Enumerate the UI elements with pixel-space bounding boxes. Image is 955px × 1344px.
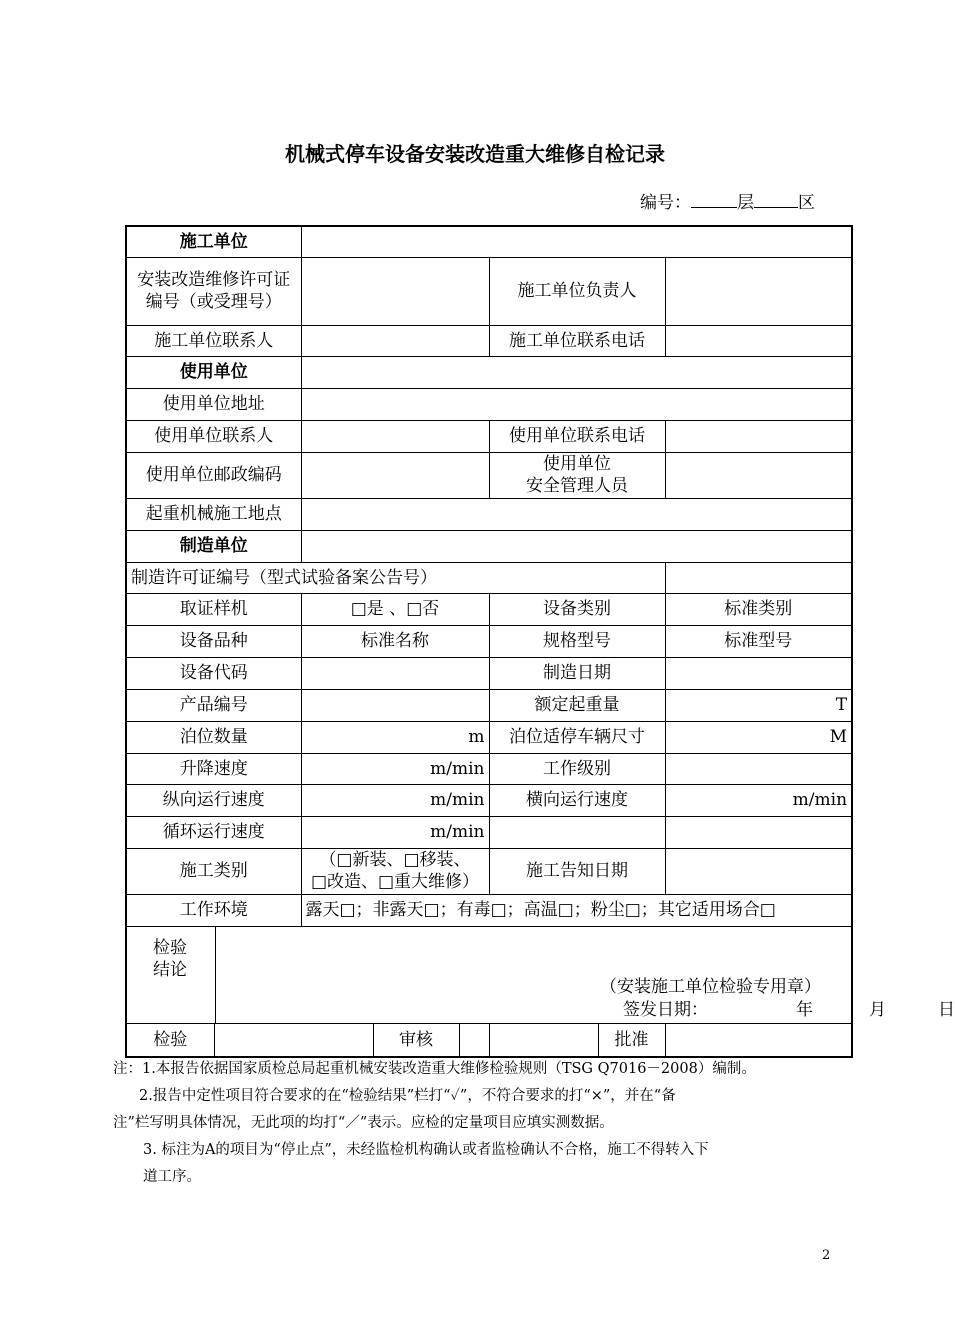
- product-no-label: 产品编号: [126, 689, 301, 721]
- conclusion-date: 签发日期： 年 月 日: [623, 1000, 955, 1020]
- notice-date-label: 施工告知日期: [489, 848, 665, 894]
- environment-checkboxes[interactable]: 露天□；非露天□；有毒□；高温□；粉尘□；其它适用场合□: [301, 894, 852, 926]
- record-number-label: 编号：: [640, 193, 691, 213]
- user-postcode-field[interactable]: [301, 452, 489, 498]
- user-unit-label: 使用单位: [126, 356, 301, 388]
- user-address-label: 使用单位地址: [126, 388, 301, 420]
- user-contact-label: 使用单位联系人: [126, 420, 301, 452]
- approve-label: 批准: [614, 1029, 649, 1050]
- inspect-signature[interactable]: [214, 1023, 373, 1057]
- zone-unit: 区: [798, 193, 815, 213]
- review-signature[interactable]: [490, 1024, 599, 1056]
- user-phone-field[interactable]: [665, 420, 852, 452]
- cycle-speed-empty-label: [489, 816, 665, 848]
- sample-label: 取证样机: [126, 593, 301, 625]
- lift-speed-field[interactable]: m/min: [301, 753, 489, 784]
- construction-phone-label: 施工单位联系电话: [489, 325, 665, 356]
- note-3: 3. 标注为A的项目为“停止点”，未经监检机构确认或者监检确认不合格，施工不得转入下: [143, 1142, 709, 1158]
- equip-variety-value: 标准名称: [301, 625, 489, 657]
- equip-code-field[interactable]: [301, 657, 489, 689]
- lift-speed-label: 升降速度: [126, 753, 301, 784]
- trans-speed-field[interactable]: m/min: [665, 784, 852, 816]
- approve-signature[interactable]: [665, 1023, 852, 1057]
- review-approve-group: [489, 1023, 665, 1057]
- floor-unit: 层: [737, 193, 754, 213]
- review-group: [373, 1023, 489, 1057]
- mfg-license-label: 制造许可证编号（型式试验备案公告号）: [126, 562, 665, 593]
- user-safety-manager-label: 使用单位 安全管理人员: [489, 452, 665, 498]
- user-unit-field[interactable]: [301, 356, 852, 388]
- berth-size-field[interactable]: M: [665, 721, 852, 753]
- spec-model-value: 标准型号: [665, 625, 852, 657]
- manufacturer-label: 制造单位: [126, 530, 301, 562]
- user-address-field[interactable]: [301, 388, 852, 420]
- equip-code-label: 设备代码: [126, 657, 301, 689]
- conclusion-cell: [126, 926, 955, 1023]
- work-class-label: 工作级别: [489, 753, 665, 784]
- zone-blank[interactable]: [754, 207, 798, 208]
- equip-category-value: 标准类别: [665, 593, 852, 625]
- note-2: 2.报告中定性项目符合要求的在“检验结果”栏打“✓”，不符合要求的打“×”，并在“备: [139, 1088, 676, 1104]
- permit-no-field[interactable]: [301, 257, 489, 325]
- spec-model-label: 规格型号: [489, 625, 665, 657]
- floor-blank[interactable]: [691, 207, 737, 208]
- page-number: 2: [822, 1248, 831, 1263]
- mfg-license-field[interactable]: [665, 562, 852, 593]
- cycle-speed-extra-field[interactable]: [665, 816, 852, 848]
- product-no-field[interactable]: [301, 689, 489, 721]
- construction-unit-label: 施工单位: [126, 226, 301, 257]
- construction-head-label: 施工单位负责人: [489, 257, 665, 325]
- note-2-cont: 注”栏写明具体情况，无此项的均打“／”表示。应检的定量项目应填实测数据。: [113, 1115, 614, 1131]
- construction-phone-field[interactable]: [665, 325, 852, 356]
- long-speed-label: 纵向运行速度: [126, 784, 301, 816]
- mfg-date-label: 制造日期: [489, 657, 665, 689]
- construction-contact-label: 施工单位联系人: [126, 325, 301, 356]
- site-field[interactable]: [301, 498, 852, 530]
- mfg-date-field[interactable]: [665, 657, 852, 689]
- inspect-label: 检验: [126, 1023, 214, 1057]
- berth-count-field[interactable]: m: [301, 721, 489, 753]
- site-label: 起重机械施工地点: [126, 498, 301, 530]
- note-1: 注：1.本报告依据国家质检总局起重机械安装改造重大维修检验规则（TSG Q7016－2008）编制。: [113, 1061, 756, 1077]
- construction-contact-field[interactable]: [301, 325, 489, 356]
- notice-date-field[interactable]: [665, 848, 852, 894]
- trans-speed-label: 横向运行速度: [489, 784, 665, 816]
- cycle-speed-field[interactable]: m/min: [301, 816, 489, 848]
- permit-no-label: 安装改造维修许可证编号（或受理号）: [126, 257, 301, 325]
- rated-load-field[interactable]: T: [665, 689, 852, 721]
- notes: [113, 1056, 853, 1191]
- cycle-speed-label: 循环运行速度: [126, 816, 301, 848]
- berth-count-label: 泊位数量: [126, 721, 301, 753]
- work-class-field[interactable]: [665, 753, 852, 784]
- rated-load-label: 额定起重量: [489, 689, 665, 721]
- long-speed-field[interactable]: m/min: [301, 784, 489, 816]
- user-safety-manager-field[interactable]: [665, 452, 852, 498]
- construction-type-label: 施工类别: [126, 848, 301, 894]
- manufacturer-field[interactable]: [301, 530, 852, 562]
- page-title: 机械式停车设备安装改造重大维修自检记录: [285, 142, 665, 166]
- construction-head-field[interactable]: [665, 257, 852, 325]
- equip-category-label: 设备类别: [489, 593, 665, 625]
- conclusion-seal-text: （安装施工单位检验专用章）: [600, 977, 822, 997]
- user-phone-label: 使用单位联系电话: [489, 420, 665, 452]
- berth-size-label: 泊位适停车辆尺寸: [489, 721, 665, 753]
- record-number: [640, 188, 815, 213]
- self-inspection-table: [125, 225, 955, 1058]
- review-label: 审核: [374, 1024, 460, 1056]
- user-contact-field[interactable]: [301, 420, 489, 452]
- conclusion-divider: [215, 926, 216, 1023]
- construction-unit-field[interactable]: [301, 226, 852, 257]
- conclusion-label: 检验 结论: [153, 938, 187, 980]
- note-3-cont: 道工序。: [143, 1169, 201, 1185]
- environment-label: 工作环境: [126, 894, 301, 926]
- sample-checkbox[interactable]: □是 、□否: [301, 593, 489, 625]
- construction-type-checkboxes[interactable]: （□新装、□移装、 □改造、□重大维修）: [301, 848, 489, 894]
- equip-variety-label: 设备品种: [126, 625, 301, 657]
- user-postcode-label: 使用单位邮政编码: [126, 452, 301, 498]
